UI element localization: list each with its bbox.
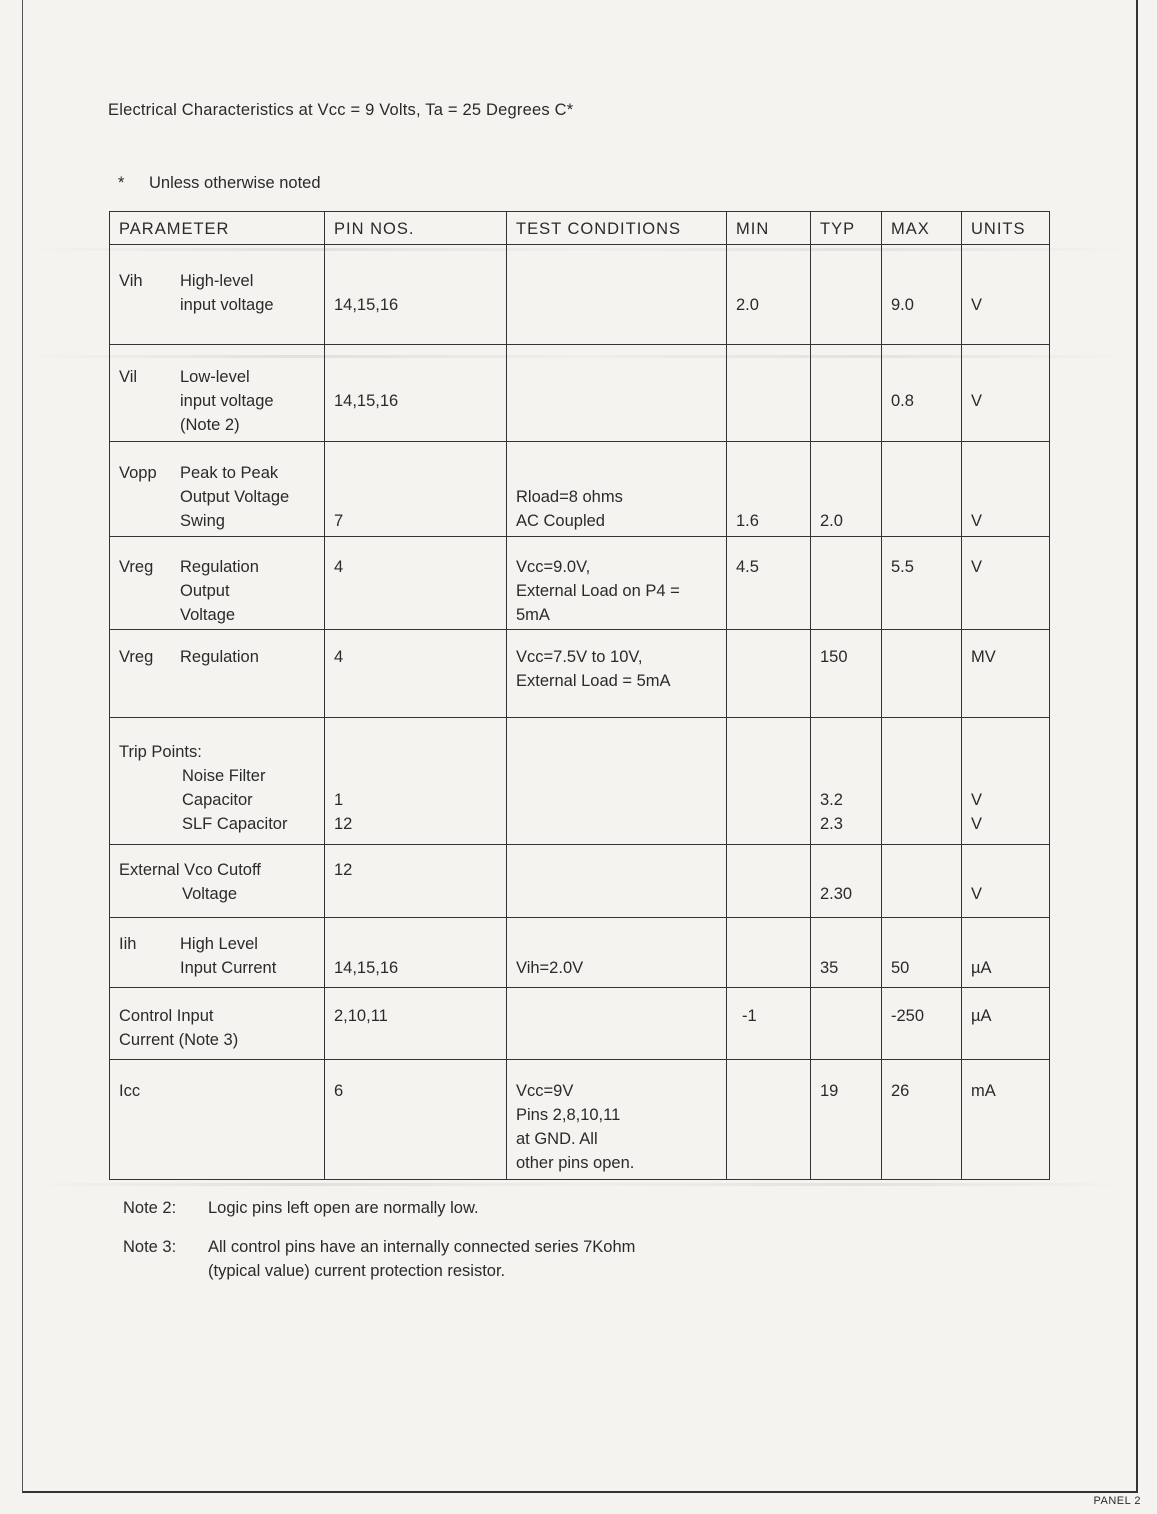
table-header-row [110,212,1050,245]
table-row [110,988,1050,1060]
condition-line: Pins 2,8,10,11 [516,1106,621,1124]
condition-line: AC Coupled [516,512,605,530]
parameter-cell [110,918,325,988]
typ-value: 3.2 [820,791,843,809]
min-cell: 1.6 [727,442,811,537]
parameter-symbol: Vopp [119,464,157,482]
min-cell [727,1060,811,1180]
parameter-desc: Low-level [180,368,250,386]
pins-cell: 14,15,16 [325,918,507,988]
col-header-typ: TYP [811,212,882,245]
parameter-desc: Output Voltage [180,488,290,506]
condition-line: other pins open. [516,1154,635,1172]
parameter-desc: Capacitor [182,791,253,809]
units-cell [962,718,1050,845]
pins-cell: 14,15,16 [325,345,507,442]
max-cell: 9.0 [882,245,962,345]
parameter-symbol: Vih [119,272,143,290]
conditions-cell [507,718,727,845]
note-line: (typical value) current protection resistor. [208,1262,506,1280]
condition-line: Vcc=7.5V to 10V, [516,648,643,666]
col-header-units: UNITS [962,212,1050,245]
parameter-desc: Current (Note 3) [119,1031,239,1049]
parameter-desc: Voltage [182,885,238,903]
table-row [110,345,1050,442]
conditions-cell [507,1060,727,1180]
parameter-desc: High-level [180,272,254,290]
pins-cell: 7 [325,442,507,537]
max-cell: 5.5 [882,537,962,630]
characteristics-table [109,211,1050,1180]
parameter-cell [110,988,325,1060]
parameter-desc: Regulation [180,648,259,666]
footnote-mark: * [118,174,125,192]
parameter-symbol: Control Input [119,1007,214,1025]
table-row [110,245,1050,345]
table-row [110,845,1050,918]
max-cell [882,630,962,718]
typ-cell: 2.30 [811,845,882,918]
parameter-symbol: Vreg [119,648,154,666]
col-header-pin-nos: PIN NOS. [325,212,507,245]
note-label: Note 3: [123,1238,177,1256]
parameter-symbol: Icc [119,1082,141,1100]
typ-value: 2.3 [820,815,843,833]
condition-line: 5mA [516,606,550,624]
min-cell: 4.5 [727,537,811,630]
parameter-cell [110,630,325,718]
max-cell: -250 [882,988,962,1060]
parameter-desc: (Note 2) [180,416,240,434]
typ-cell [811,345,882,442]
footnote [118,174,321,193]
parameter-desc: Input Current [180,959,277,977]
table-row [110,1060,1050,1180]
parameter-desc: SLF Capacitor [182,815,288,833]
table-row [110,918,1050,988]
parameter-symbol: Vreg [119,558,154,576]
parameter-desc: input voltage [180,392,274,410]
paper-crease [22,1183,1138,1186]
typ-cell: 150 [811,630,882,718]
typ-cell [811,245,882,345]
col-header-test-conditions: TEST CONDITIONS [507,212,727,245]
panel-label: PANEL 2 [1093,1495,1141,1507]
condition-line: Rload=8 ohms [516,488,623,506]
condition-line: Vcc=9.0V, [516,558,591,576]
conditions-cell [507,918,727,988]
min-cell [727,918,811,988]
typ-cell [811,988,882,1060]
units-cell: MV [962,630,1050,718]
pins-cell: 4 [325,630,507,718]
condition-line: at GND. All [516,1130,598,1148]
pins-cell [325,718,507,845]
max-cell [882,442,962,537]
note-line: All control pins have an internally connected series 7Kohm [208,1238,636,1256]
unit-value: V [971,791,983,809]
parameter-desc: Regulation [180,558,259,576]
pins-cell: 4 [325,537,507,630]
units-cell: V [962,537,1050,630]
typ-cell [811,537,882,630]
parameter-symbol: Iih [119,935,137,953]
parameter-desc: Swing [180,512,225,530]
pins-cell: 6 [325,1060,507,1180]
min-cell [727,718,811,845]
max-cell [882,718,962,845]
conditions-cell [507,630,727,718]
max-cell: 0.8 [882,345,962,442]
col-header-parameter: PARAMETER [110,212,325,245]
col-header-min: MIN [727,212,811,245]
typ-cell: 35 [811,918,882,988]
min-cell: 2.0 [727,245,811,345]
min-cell [727,345,811,442]
pins-cell: 14,15,16 [325,245,507,345]
footnote-text: Unless otherwise noted [149,174,321,192]
parameter-symbol: External Vco Cutoff [119,861,261,879]
parameter-cell [110,718,325,845]
min-cell [727,630,811,718]
table-row [110,718,1050,845]
units-cell: V [962,442,1050,537]
table-row [110,630,1050,718]
parameter-desc: High Level [180,935,258,953]
table-row [110,442,1050,537]
max-cell: 26 [882,1060,962,1180]
units-cell: µA [962,918,1050,988]
max-cell: 50 [882,918,962,988]
typ-cell: 19 [811,1060,882,1180]
conditions-cell [507,245,727,345]
note-3 [123,1235,635,1283]
note-2 [123,1196,635,1220]
units-cell: V [962,345,1050,442]
parameter-cell [110,245,325,345]
note-label: Note 2: [123,1199,177,1217]
units-cell: µA [962,988,1050,1060]
units-cell: V [962,245,1050,345]
parameter-cell [110,537,325,630]
conditions-cell [507,345,727,442]
min-cell [727,845,811,918]
note-text [208,1196,479,1220]
parameter-desc: Voltage [180,606,236,624]
typ-cell [811,718,882,845]
parameter-cell [110,345,325,442]
typ-cell: 2.0 [811,442,882,537]
parameter-desc: Output [180,582,230,600]
parameter-cell [110,845,325,918]
units-cell: mA [962,1060,1050,1180]
parameter-desc: input voltage [180,296,274,314]
max-cell [882,845,962,918]
parameter-symbol: Trip Points: [119,743,202,761]
col-header-max: MAX [882,212,962,245]
condition-line: Vih=2.0V [516,959,584,977]
conditions-cell [507,537,727,630]
note-text [208,1235,635,1283]
parameter-symbol: Vil [119,368,138,386]
pin-value: 1 [334,791,344,809]
condition-line: Vcc=9V [516,1082,574,1100]
condition-line: External Load on P4 = [516,582,680,600]
conditions-cell [507,988,727,1060]
units-cell: V [962,845,1050,918]
page-title: Electrical Characteristics at Vcc = 9 Volts, Ta = 25 Degrees C* [108,101,574,119]
notes-section [123,1196,635,1298]
parameter-desc: Peak to Peak [180,464,279,482]
min-cell: -1 [727,988,811,1060]
parameter-cell [110,442,325,537]
parameter-cell [110,1060,325,1180]
pin-value: 12 [334,815,353,833]
table-row [110,537,1050,630]
pins-cell: 12 [325,845,507,918]
note-line: Logic pins left open are normally low. [208,1199,479,1217]
conditions-cell [507,845,727,918]
pins-cell: 2,10,11 [325,988,507,1060]
condition-line: External Load = 5mA [516,672,671,690]
conditions-cell [507,442,727,537]
parameter-desc: Noise Filter [182,767,266,785]
unit-value: V [971,815,983,833]
